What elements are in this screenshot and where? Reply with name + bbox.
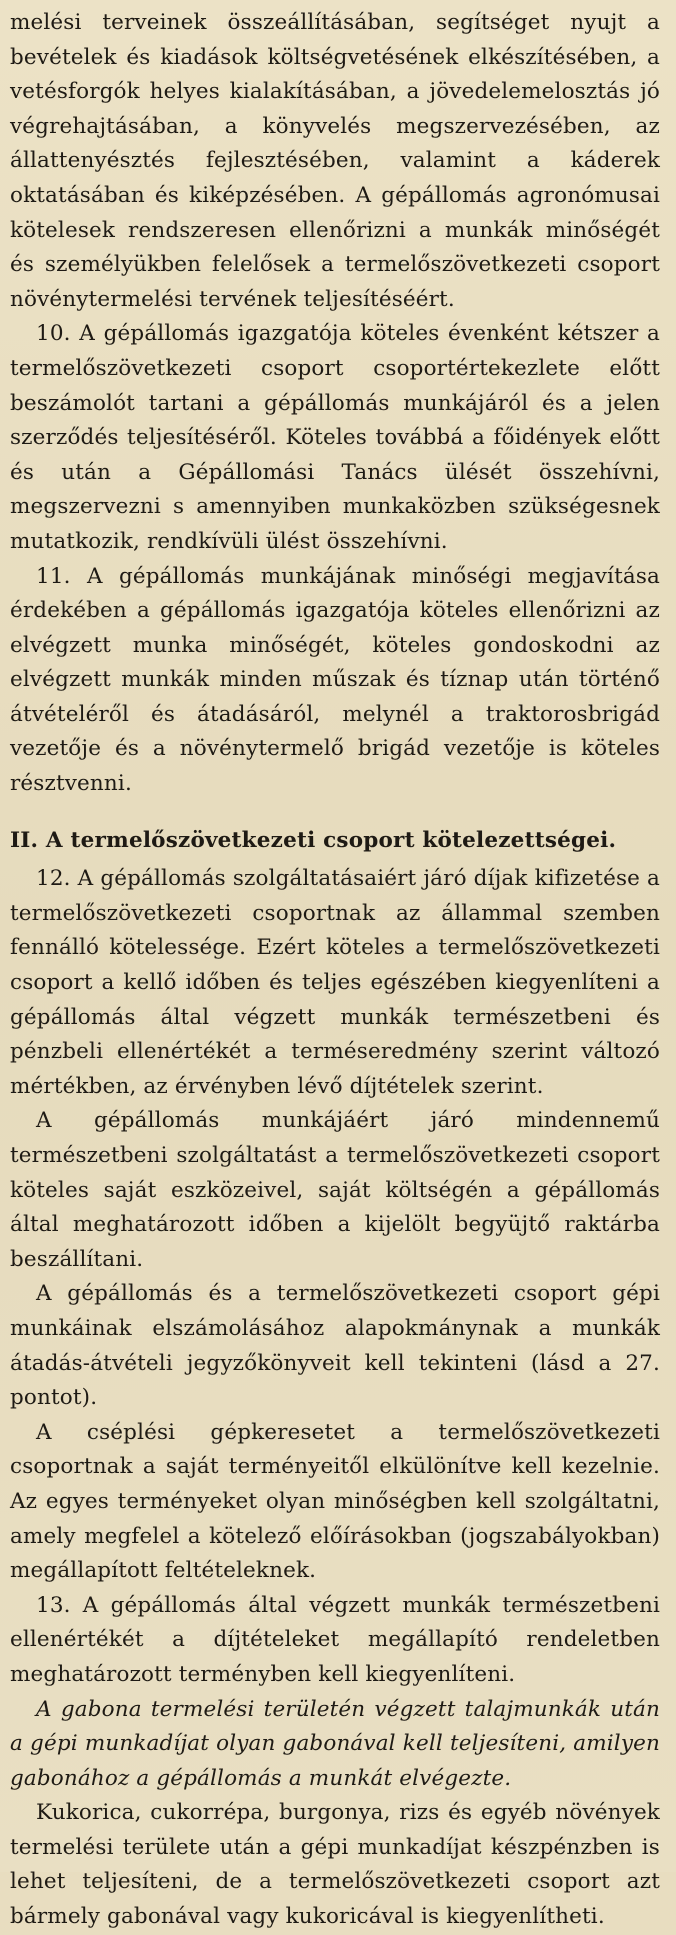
paragraph-continuation: melési terveinek összeállításában, segítséget nyujt a bevételek és kiadások költségvetésének elkészítésében, a vetésforgók helyes kialakításában, a jövedelemelosztás jó végrehajtásában, a könyvelés megszervezésében, az állattenyésztés fejlesztésében, valamint a káderek oktatásában és kiképzésében. A gépállomás agronómusai kötelesek rendszeresen ellenőrizni a munkák minőségét és személyükben felelősek a termelőszövetkezeti csoport növénytermelési tervének teljesítéséért.: [10, 10, 660, 312]
section-heading: II. A termelőszövetkezeti csoport kötelezettségei.: [10, 827, 617, 853]
paragraph-12-settlement: A gépállomás és a termelőszövetkezeti csoport gépi munkáinak elszámolásához alapokmánynak a munkák átadás-átvételi jegyzőkönyveit kell tekinteni (lásd a 27. pontot).: [10, 1281, 660, 1411]
paragraph-13-grain: A gabona termelési területén végzett talajmunkák után a gépi munkadíjat olyan gabonával kell teljesíteni, amilyen gabonához a gépállomás a munkát elvégezte.: [10, 1696, 660, 1791]
paragraph-12-threshing: A cséplési gépkeresetet a termelőszövetkezeti csoportnak a saját terményeitől elkülönítve kell kezelnie. Az egyes terményeket olyan minőségben kell szolgáltatni, amely megfelel a kötelező előírásokban (jogszabályokban) megállapított feltételeknek.: [10, 1419, 660, 1584]
paragraph-12: 12. A gépállomás szolgáltatásaiért járó díjak kifizetése a termelőszövetkezeti csoportnak az állammal szemben fennálló kötelessége. Ezért köteles a termelőszövetkezeti csoport a kellő időben és teljes egészében kiegyenlíteni a gépállomás által végzett munkák természetbeni és pénzbeli ellenértékét a terméseredmény szerint változó mértékben, az érvényben lévő díjtételek szerint.: [10, 866, 660, 1099]
paragraph-13: 13. A gépállomás által végzett munkák természetbeni ellenértékét a díjtételeket megállapító rendeletben meghatározott terményben kell kiegyenlíteni.: [10, 1592, 660, 1687]
paragraph-13-other-crops: Kukorica, cukorrépa, burgonya, rizs és egyéb növények termelési területe után a gépi munkadíjat készpénzben is lehet teljesíteni, de a termelőszövetkezeti csoport azt bármely gabonával vagy kukoricával is kiegyenlítheti.: [10, 1800, 660, 1930]
paragraph-11: 11. A gépállomás munkájának minőségi megjavítása érdekében a gépállomás igazgatója köteles ellenőrizni az elvégzett munka minőségét, köteles gondoskodni az elvégzett munkák minden műszak és tíznap után történő átvételéről és átadásáról, melynél a traktorosbrigád vezetője és a növénytermelő brigád vezetője is köteles résztvenni.: [10, 563, 660, 797]
paragraph-10: 10. A gépállomás igazgatója köteles évenként kétszer a termelőszövetkezeti csoport csoportértekezlete előtt beszámolót tartani a gépállomás munkájáról és a jelen szerződés teljesítéséről. Köteles továbbá a főidények előtt és után a Gépállomási Tanács ülését összehívni, megszervezni s amennyiben munkaközben szükségesnek mutatkozik, rendkívüli ülést összehívni.: [10, 321, 660, 554]
paragraph-12-delivery: A gépállomás munkájáért járó mindennemű természetbeni szolgáltatást a termelőszövetkezeti csoport köteles saját eszközeivel, saját költségén a gépállomás által meghatározott időben a kijelölt begyüjtő raktárba beszállítani.: [10, 1108, 660, 1272]
